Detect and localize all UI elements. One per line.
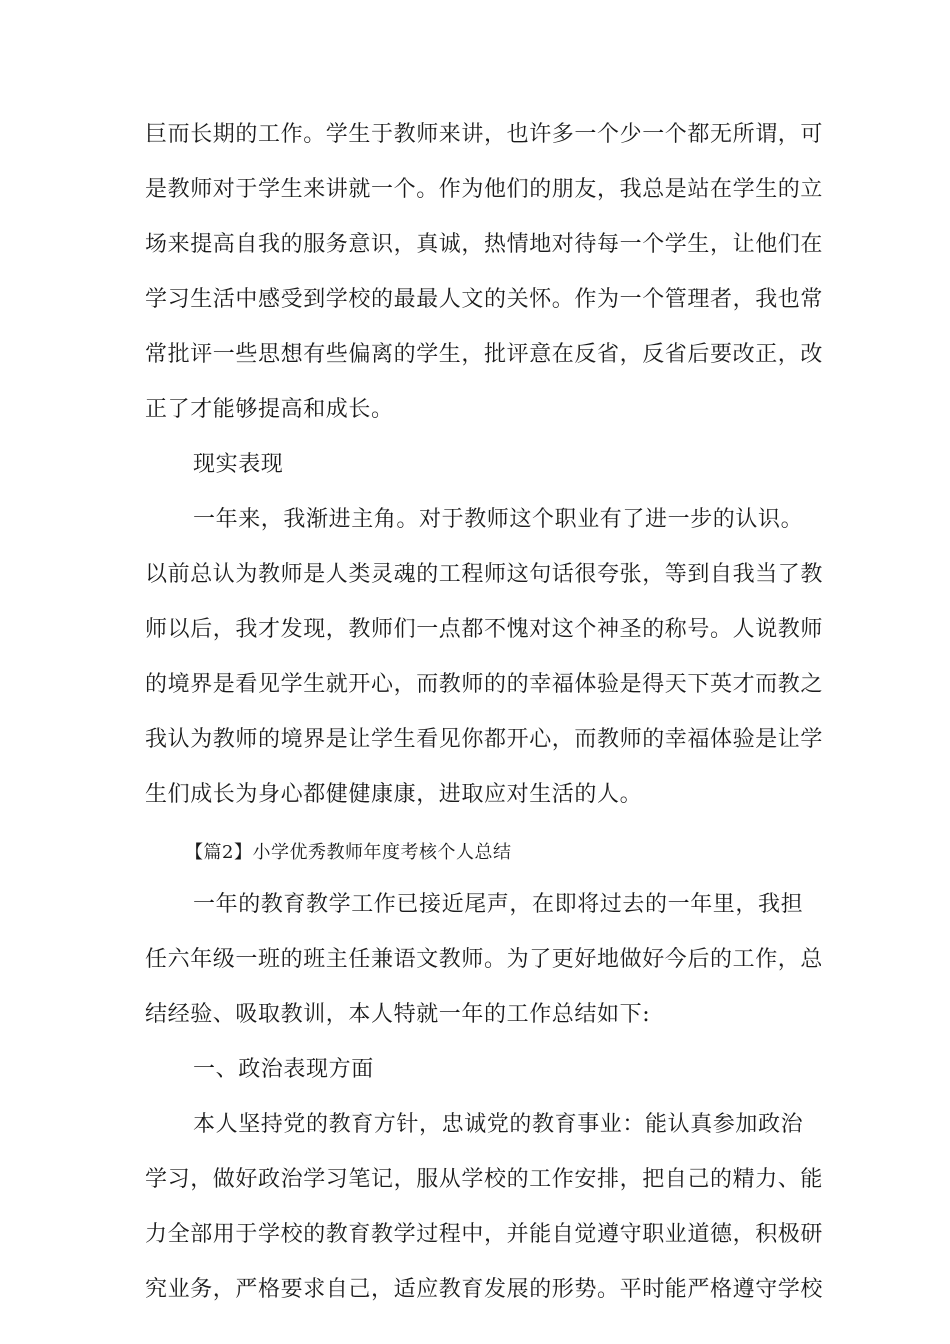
section-heading: 现实表现 <box>193 452 284 477</box>
text-line: 常批评一些思想有些偏离的学生，批评意在反省，反省后要改正，改 <box>145 342 824 367</box>
article-title: 【篇2】小学优秀教师年度考核个人总结 <box>185 842 512 863</box>
text-line: 本人坚持党的教育方针，忠诚党的教育事业：能认真参加政治 <box>193 1112 804 1137</box>
text-line: 是教师对于学生来讲就一个。作为他们的朋友，我总是站在学生的立 <box>145 177 824 202</box>
text-line: 力全部用于学校的教育教学过程中，并能自觉遵守职业道德，积极研 <box>145 1222 824 1247</box>
text-line: 师以后，我才发现，教师们一点都不愧对这个神圣的称号。人说教师 <box>145 617 824 642</box>
text-line: 学习，做好政治学习笔记，服从学校的工作安排，把自己的精力、能 <box>145 1167 824 1192</box>
text-line: 的境界是看见学生就开心，而教师的的幸福体验是得天下英才而教之 <box>145 672 824 697</box>
text-line: 究业务，严格要求自己，适应教育发展的形势。平时能严格遵守学校 <box>145 1277 824 1302</box>
section-heading: 一、政治表现方面 <box>193 1057 374 1082</box>
text-line: 学习生活中感受到学校的最最人文的关怀。作为一个管理者，我也常 <box>145 287 824 312</box>
text-line: 巨而长期的工作。学生于教师来讲，也许多一个少一个都无所谓，可 <box>145 122 824 147</box>
text-line: 以前总认为教师是人类灵魂的工程师这句话很夸张，等到自我当了教 <box>145 562 824 587</box>
text-line: 任六年级一班的班主任兼语文教师。为了更好地做好今后的工作，总 <box>145 947 824 972</box>
text-line: 场来提高自我的服务意识，真诚，热情地对待每一个学生，让他们在 <box>145 232 824 257</box>
text-line: 生们成长为身心都健健康康，进取应对生活的人。 <box>145 782 643 807</box>
text-line: 一年的教育教学工作已接近尾声，在即将过去的一年里，我担 <box>193 892 804 917</box>
text-line: 我认为教师的境界是让学生看见你都开心，而教师的幸福体验是让学 <box>145 727 824 752</box>
text-line: 结经验、吸取教训，本人特就一年的工作总结如下: <box>145 1002 651 1027</box>
text-line: 一年来，我渐进主角。对于教师这个职业有了进一步的认识。 <box>193 507 804 532</box>
text-line: 正了才能够提高和成长。 <box>145 397 394 422</box>
